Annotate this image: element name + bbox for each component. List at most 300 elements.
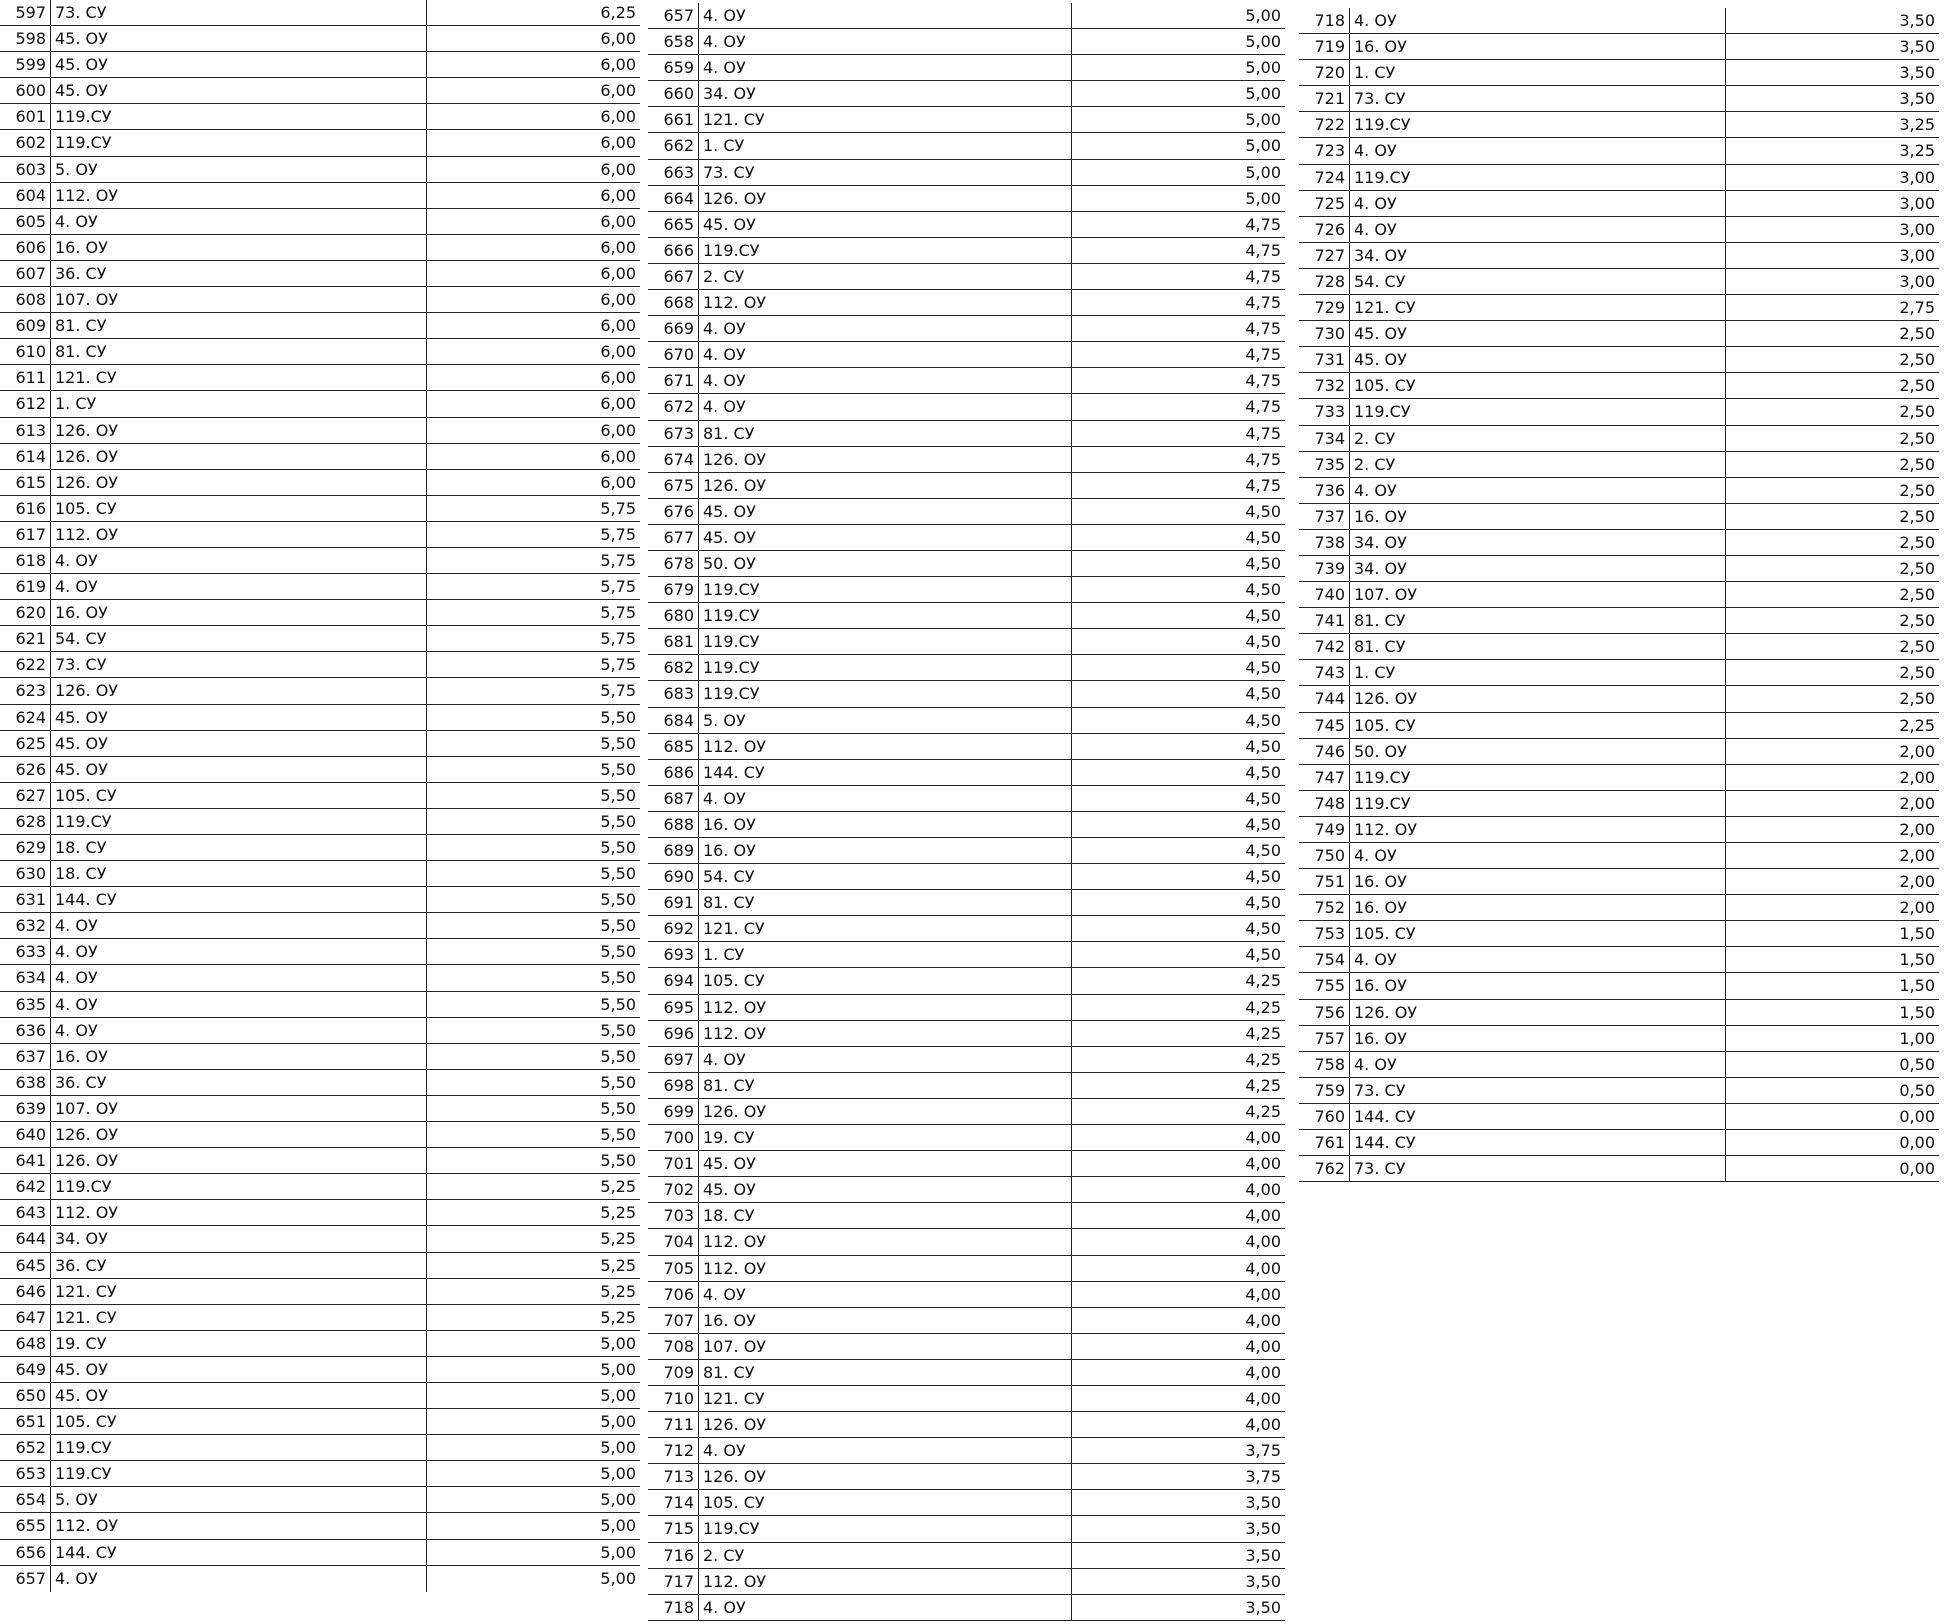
row-code: 105. СУ [50, 783, 426, 808]
row-score: 4,75 [1071, 238, 1285, 263]
table-row [0, 365, 640, 391]
row-code: 4. ОУ [698, 1595, 1071, 1620]
table-row [0, 992, 640, 1018]
table-row [1299, 686, 1939, 712]
row-number: 611 [15, 368, 46, 388]
row-score: 4,25 [1071, 1073, 1285, 1098]
row-score: 4,75 [1071, 447, 1285, 472]
row-code: 4. ОУ [698, 394, 1071, 419]
table-row [648, 1334, 1285, 1360]
row-score: 3,50 [1071, 1516, 1285, 1541]
row-code: 18. СУ [698, 1203, 1071, 1228]
row-score: 5,00 [426, 1566, 640, 1592]
row-score: 4,25 [1071, 1021, 1285, 1046]
row-score: 5,75 [426, 496, 640, 521]
table-row [1299, 217, 1939, 243]
row-score: 5,00 [426, 1409, 640, 1434]
row-number: 741 [1314, 611, 1345, 631]
row-number: 704 [663, 1232, 694, 1252]
row-code: 126. ОУ [698, 473, 1071, 498]
table-row [1299, 1130, 1939, 1156]
row-code: 4. ОУ [698, 29, 1071, 54]
row-score: 3,25 [1725, 112, 1939, 137]
row-code: 121. СУ [50, 365, 426, 390]
row-score: 2,00 [1725, 817, 1939, 842]
row-score: 6,00 [426, 78, 640, 103]
table-row [0, 52, 640, 78]
row-number: 745 [1314, 715, 1345, 735]
row-score: 4,50 [1071, 890, 1285, 915]
table-row [0, 1487, 640, 1513]
table-row [0, 861, 640, 887]
row-code: 126. ОУ [1349, 686, 1725, 711]
table-row [648, 1386, 1285, 1412]
row-number: 664 [663, 188, 694, 208]
row-score: 4,25 [1071, 968, 1285, 993]
row-code: 112. ОУ [698, 1021, 1071, 1046]
row-number: 656 [15, 1542, 46, 1562]
table-row [0, 913, 640, 939]
row-number: 754 [1314, 950, 1345, 970]
row-code: 119.СУ [698, 681, 1071, 706]
row-number: 624 [15, 707, 46, 727]
row-score: 5,50 [426, 731, 640, 756]
row-score: 2,00 [1725, 739, 1939, 764]
row-score: 5,50 [426, 1070, 640, 1095]
table-row [1299, 1104, 1939, 1130]
row-code: 73. СУ [1349, 86, 1725, 111]
row-number: 728 [1314, 271, 1345, 291]
table-row [0, 0, 640, 26]
row-score: 4,50 [1071, 734, 1285, 759]
table-row [1299, 947, 1939, 973]
row-code: 119.СУ [698, 1516, 1071, 1541]
row-score: 4,00 [1071, 1151, 1285, 1176]
row-score: 5,75 [426, 626, 640, 651]
table-row [648, 316, 1285, 342]
table-row [648, 1308, 1285, 1334]
row-code: 45. ОУ [698, 1177, 1071, 1202]
row-code: 34. ОУ [50, 1226, 426, 1251]
row-number: 655 [15, 1516, 46, 1536]
row-number: 724 [1314, 167, 1345, 187]
row-code: 73. СУ [50, 0, 426, 25]
table-row [0, 835, 640, 861]
row-number: 717 [663, 1571, 694, 1591]
row-code: 5. ОУ [50, 1487, 426, 1512]
table-row [0, 809, 640, 835]
row-number: 660 [663, 84, 694, 104]
row-score: 2,50 [1725, 426, 1939, 451]
row-score: 3,50 [1071, 1543, 1285, 1568]
row-number: 607 [15, 263, 46, 283]
table-row [1299, 895, 1939, 921]
table-row [0, 261, 640, 287]
row-score: 5,00 [1071, 107, 1285, 132]
row-score: 2,50 [1725, 504, 1939, 529]
row-code: 121. СУ [1349, 295, 1725, 320]
row-score: 2,50 [1725, 608, 1939, 633]
row-code: 34. ОУ [698, 81, 1071, 106]
row-code: 126. ОУ [698, 186, 1071, 211]
row-number: 600 [15, 81, 46, 101]
row-code: 126. ОУ [50, 470, 426, 495]
row-code: 81. СУ [1349, 608, 1725, 633]
row-code: 16. ОУ [50, 235, 426, 260]
row-score: 5,50 [426, 913, 640, 938]
row-score: 3,00 [1725, 191, 1939, 216]
table-row [0, 1383, 640, 1409]
table-row [0, 1513, 640, 1539]
row-number: 708 [663, 1336, 694, 1356]
row-number: 612 [15, 394, 46, 414]
row-code: 112. ОУ [698, 1256, 1071, 1281]
row-score: 5,50 [426, 861, 640, 886]
table-row [1299, 713, 1939, 739]
row-number: 610 [15, 342, 46, 362]
table-row [648, 81, 1285, 107]
row-code: 16. ОУ [50, 600, 426, 625]
table-row [1299, 112, 1939, 138]
row-score: 3,50 [1725, 86, 1939, 111]
table-row [1299, 765, 1939, 791]
row-score: 4,50 [1071, 603, 1285, 628]
row-score: 5,00 [426, 1383, 640, 1408]
row-number: 705 [663, 1258, 694, 1278]
table-row [0, 209, 640, 235]
row-code: 105. СУ [1349, 921, 1725, 946]
row-number: 621 [15, 629, 46, 649]
table-row [648, 681, 1285, 707]
row-number: 635 [15, 994, 46, 1014]
table-row [0, 1018, 640, 1044]
table-row [1299, 869, 1939, 895]
row-score: 6,00 [426, 183, 640, 208]
row-code: 112. ОУ [698, 1229, 1071, 1254]
row-score: 5,00 [426, 1357, 640, 1382]
row-score: 5,00 [1071, 133, 1285, 158]
table-row [0, 1435, 640, 1461]
table-row [1299, 660, 1939, 686]
table-row [648, 1021, 1285, 1047]
row-code: 107. ОУ [50, 1096, 426, 1121]
row-number: 696 [663, 1023, 694, 1043]
table-row [0, 626, 640, 652]
row-score: 4,50 [1071, 838, 1285, 863]
row-number: 707 [663, 1310, 694, 1330]
row-score: 2,50 [1725, 660, 1939, 685]
row-number: 618 [15, 550, 46, 570]
row-score: 4,75 [1071, 342, 1285, 367]
row-code: 126. ОУ [50, 1122, 426, 1147]
row-code: 4. ОУ [698, 55, 1071, 80]
table-row [648, 212, 1285, 238]
row-number: 667 [663, 266, 694, 286]
row-code: 119.СУ [698, 629, 1071, 654]
row-number: 699 [663, 1101, 694, 1121]
row-score: 4,50 [1071, 760, 1285, 785]
table-row [648, 3, 1285, 29]
row-score: 4,50 [1071, 942, 1285, 967]
row-number: 740 [1314, 585, 1345, 605]
row-score: 6,00 [426, 313, 640, 338]
row-code: 81. СУ [698, 1073, 1071, 1098]
row-score: 2,50 [1725, 347, 1939, 372]
row-code: 73. СУ [1349, 1078, 1725, 1103]
table-row [648, 421, 1285, 447]
row-number: 726 [1314, 219, 1345, 239]
row-code: 4. ОУ [50, 209, 426, 234]
row-score: 6,00 [426, 470, 640, 495]
row-code: 121. СУ [50, 1305, 426, 1330]
row-number: 684 [663, 710, 694, 730]
table-row [0, 26, 640, 52]
row-code: 50. ОУ [698, 551, 1071, 576]
row-code: 121. СУ [50, 1279, 426, 1304]
row-score: 6,00 [426, 365, 640, 390]
table-row [0, 939, 640, 965]
row-number: 748 [1314, 793, 1345, 813]
table-row [648, 55, 1285, 81]
row-number: 722 [1314, 115, 1345, 135]
row-code: 54. СУ [1349, 269, 1725, 294]
row-number: 643 [15, 1203, 46, 1223]
row-score: 4,00 [1071, 1256, 1285, 1281]
table-row [1299, 791, 1939, 817]
table-row [648, 708, 1285, 734]
table-row [1299, 1026, 1939, 1052]
table-row [0, 1357, 640, 1383]
row-code: 112. ОУ [50, 522, 426, 547]
table-row [1299, 1000, 1939, 1026]
table-row [0, 1070, 640, 1096]
table-row [1299, 321, 1939, 347]
row-number: 749 [1314, 819, 1345, 839]
row-score: 2,50 [1725, 686, 1939, 711]
row-number: 755 [1314, 976, 1345, 996]
table-row [0, 1461, 640, 1487]
row-code: 119.СУ [50, 809, 426, 834]
row-number: 627 [15, 785, 46, 805]
row-code: 112. ОУ [698, 995, 1071, 1020]
row-code: 81. СУ [1349, 634, 1725, 659]
row-score: 3,50 [1725, 60, 1939, 85]
row-code: 4. ОУ [1349, 478, 1725, 503]
row-score: 2,50 [1725, 530, 1939, 555]
row-score: 5,25 [426, 1279, 640, 1304]
row-code: 121. СУ [698, 1386, 1071, 1411]
table-row [0, 1096, 640, 1122]
table-row [1299, 1156, 1939, 1182]
table-row [648, 133, 1285, 159]
row-code: 36. СУ [50, 1070, 426, 1095]
row-code: 16. ОУ [698, 812, 1071, 837]
row-code: 107. ОУ [50, 287, 426, 312]
row-number: 723 [1314, 141, 1345, 161]
row-score: 5,50 [426, 965, 640, 990]
row-score: 4,50 [1071, 629, 1285, 654]
row-number: 698 [663, 1075, 694, 1095]
row-code: 36. СУ [50, 1253, 426, 1278]
row-number: 714 [663, 1493, 694, 1513]
table-row [648, 1569, 1285, 1595]
table-row [648, 577, 1285, 603]
row-score: 2,50 [1725, 452, 1939, 477]
row-score: 4,75 [1071, 290, 1285, 315]
row-code: 45. ОУ [50, 1357, 426, 1382]
row-number: 625 [15, 733, 46, 753]
row-number: 639 [15, 1098, 46, 1118]
row-score: 5,50 [426, 1148, 640, 1173]
row-code: 119.СУ [698, 603, 1071, 628]
row-score: 3,50 [1071, 1595, 1285, 1620]
table-row [648, 942, 1285, 968]
row-code: 4. ОУ [698, 786, 1071, 811]
table-row [0, 1409, 640, 1435]
row-code: 126. ОУ [50, 444, 426, 469]
row-score: 2,00 [1725, 791, 1939, 816]
table-row [0, 1566, 640, 1592]
row-number: 665 [663, 214, 694, 234]
table-row [0, 1253, 640, 1279]
row-code: 1. СУ [698, 133, 1071, 158]
row-number: 604 [15, 185, 46, 205]
row-score: 4,50 [1071, 551, 1285, 576]
row-number: 678 [663, 553, 694, 573]
row-score: 5,50 [426, 1018, 640, 1043]
row-score: 5,00 [1071, 160, 1285, 185]
table-row [0, 887, 640, 913]
table-row [1299, 347, 1939, 373]
table-row [648, 1516, 1285, 1542]
table-row [1299, 739, 1939, 765]
table-row [0, 313, 640, 339]
row-number: 668 [663, 293, 694, 313]
row-score: 5,75 [426, 522, 640, 547]
row-number: 682 [663, 658, 694, 678]
row-code: 45. ОУ [698, 499, 1071, 524]
table-row [1299, 295, 1939, 321]
row-code: 126. ОУ [698, 1412, 1071, 1437]
table-row [648, 238, 1285, 264]
table-column-2 [648, 3, 1285, 1621]
row-score: 4,00 [1071, 1229, 1285, 1254]
row-code: 4. ОУ [50, 965, 426, 990]
table-row [648, 916, 1285, 942]
row-score: 4,50 [1071, 681, 1285, 706]
row-score: 6,00 [426, 418, 640, 443]
row-number: 694 [663, 971, 694, 991]
row-number: 659 [663, 58, 694, 78]
row-score: 5,50 [426, 783, 640, 808]
row-code: 119.СУ [698, 655, 1071, 680]
table-row [648, 1099, 1285, 1125]
row-number: 703 [663, 1206, 694, 1226]
row-code: 73. СУ [50, 652, 426, 677]
row-code: 121. СУ [698, 107, 1071, 132]
row-score: 0,00 [1725, 1156, 1939, 1181]
row-number: 709 [663, 1362, 694, 1382]
row-score: 6,00 [426, 104, 640, 129]
row-score: 4,75 [1071, 264, 1285, 289]
row-code: 16. ОУ [1349, 1026, 1725, 1051]
row-code: 4. ОУ [50, 574, 426, 599]
row-code: 144. СУ [1349, 1104, 1725, 1129]
table-row [648, 734, 1285, 760]
table-row [1299, 191, 1939, 217]
row-score: 1,50 [1725, 973, 1939, 998]
table-column-3 [1299, 8, 1939, 1182]
row-number: 603 [15, 159, 46, 179]
table-row [648, 968, 1285, 994]
row-number: 713 [663, 1467, 694, 1487]
row-number: 687 [663, 788, 694, 808]
row-number: 654 [15, 1490, 46, 1510]
row-score: 5,75 [426, 548, 640, 573]
row-code: 16. ОУ [698, 838, 1071, 863]
row-code: 4. ОУ [698, 3, 1071, 28]
row-score: 6,00 [426, 261, 640, 286]
row-score: 4,50 [1071, 577, 1285, 602]
row-code: 73. СУ [698, 160, 1071, 185]
row-number: 616 [15, 498, 46, 518]
row-score: 4,00 [1071, 1125, 1285, 1150]
table-row [1299, 34, 1939, 60]
row-score: 0,00 [1725, 1130, 1939, 1155]
row-score: 6,00 [426, 209, 640, 234]
row-code: 16. ОУ [50, 1044, 426, 1069]
row-code: 4. ОУ [698, 316, 1071, 341]
row-number: 657 [15, 1568, 46, 1588]
row-number: 691 [663, 893, 694, 913]
row-number: 743 [1314, 663, 1345, 683]
row-code: 119.СУ [50, 1174, 426, 1199]
table-row [1299, 634, 1939, 660]
table-row [1299, 8, 1939, 34]
table-row [648, 1360, 1285, 1386]
row-score: 3,50 [1725, 8, 1939, 33]
row-number: 638 [15, 1072, 46, 1092]
row-score: 4,00 [1071, 1412, 1285, 1437]
row-score: 3,50 [1725, 34, 1939, 59]
table-row [0, 130, 640, 156]
row-code: 34. ОУ [1349, 556, 1725, 581]
table-row [0, 548, 640, 574]
row-code: 126. ОУ [698, 1464, 1071, 1489]
row-number: 619 [15, 577, 46, 597]
row-code: 126. ОУ [698, 1099, 1071, 1124]
table-row [648, 1229, 1285, 1255]
row-number: 614 [15, 446, 46, 466]
row-number: 615 [15, 472, 46, 492]
row-code: 4. ОУ [1349, 8, 1725, 33]
row-score: 4,50 [1071, 708, 1285, 733]
table-row [0, 652, 640, 678]
row-code: 54. СУ [50, 626, 426, 651]
row-number: 738 [1314, 532, 1345, 552]
row-score: 6,00 [426, 157, 640, 182]
row-score: 5,50 [426, 757, 640, 782]
row-code: 18. СУ [50, 861, 426, 886]
table-row [648, 1047, 1285, 1073]
row-number: 605 [15, 211, 46, 231]
row-score: 5,00 [426, 1461, 640, 1486]
row-number: 632 [15, 916, 46, 936]
row-number: 727 [1314, 245, 1345, 265]
table-row [1299, 817, 1939, 843]
row-score: 4,50 [1071, 786, 1285, 811]
row-score: 4,25 [1071, 1099, 1285, 1124]
